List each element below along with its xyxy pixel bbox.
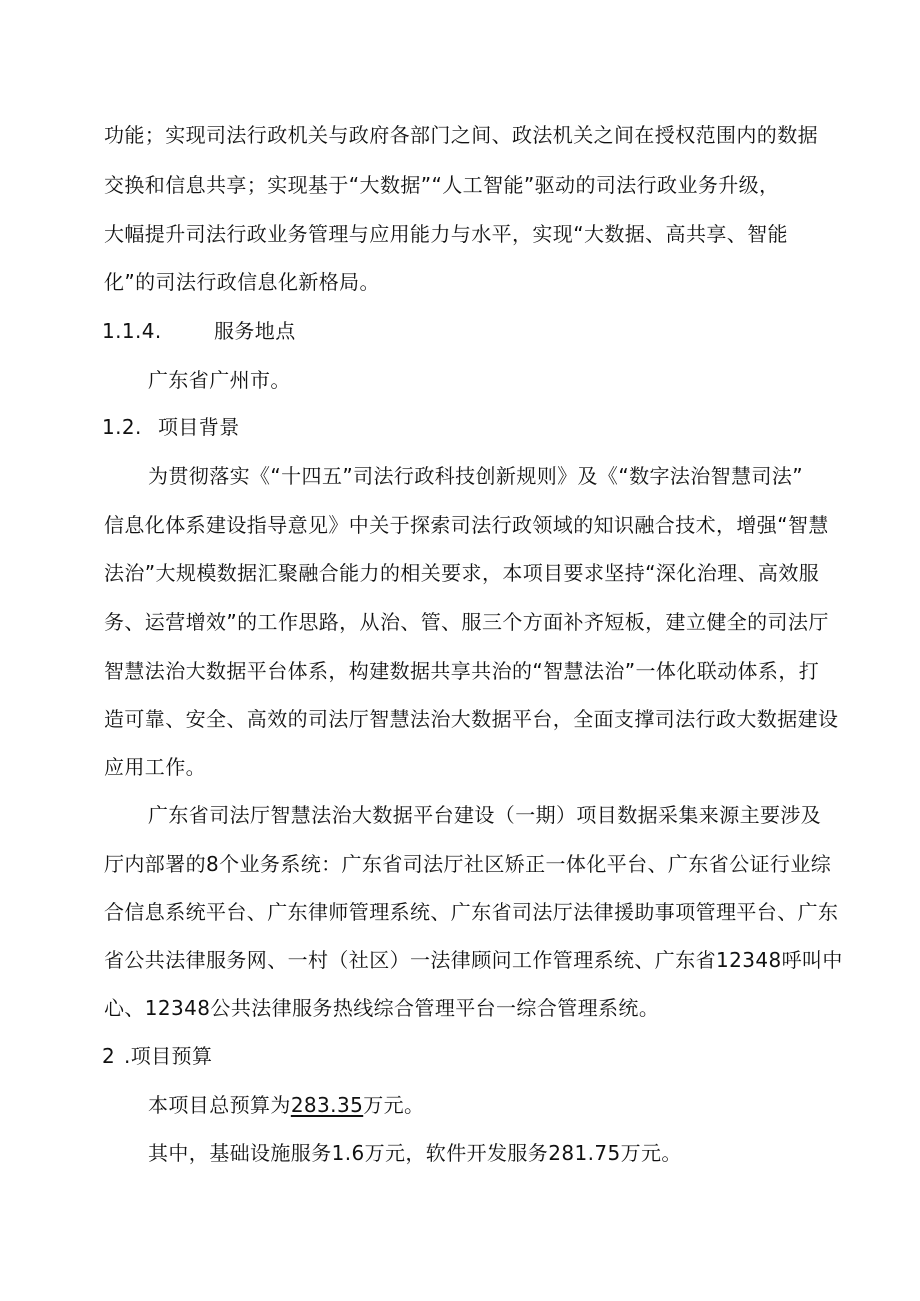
paragraph-line: 心、12348公共法律服务热线综合管理平台一综合管理系统。 — [104, 996, 660, 1020]
paragraph-line: 务、运营增效”的工作思路，从治、管、服三个方面补齐短板，建立健全的司法厅 — [104, 610, 829, 634]
section-heading-1-1-4 — [102, 317, 296, 345]
budget-total — [148, 1091, 424, 1119]
budget-total-suffix: 万元。 — [363, 1093, 425, 1117]
section-title: 服务地点 — [214, 319, 296, 343]
section-heading-2 — [102, 1042, 212, 1070]
paragraph-line: 厅内部署的8个业务系统：广东省司法厅社区矫正一体化平台、广东省公证行业综 — [104, 852, 832, 876]
section-title: .项目预算 — [124, 1044, 213, 1068]
paragraph-line: 交换和信息共享；实现基于“大数据”“人工智能”驱动的司法行政业务升级， — [104, 173, 780, 197]
section-number: 1.2. — [102, 415, 142, 439]
budget-total-prefix: 本项目总预算为 — [148, 1093, 291, 1117]
paragraph-line: 化”的司法行政信息化新格局。 — [104, 270, 380, 294]
budget-breakdown: 其中，基础设施服务1.6万元，软件开发服务281.75万元。 — [148, 1141, 682, 1165]
paragraph-line: 省公共法律服务网、一村（社区）一法律顾问工作管理系统、广东省12348呼叫中 — [104, 948, 843, 972]
section-heading-1-2 — [102, 413, 240, 441]
paragraph-line: 为贯彻落实《“十四五”司法行政科技创新规则》及《“数字法治智慧司法” — [148, 464, 804, 488]
section-number: 2 — [102, 1044, 116, 1068]
paragraph-line: 功能；实现司法行政机关与政府各部门之间、政法机关之间在授权范围内的数据 — [104, 123, 818, 147]
budget-total-value: 283.35 — [290, 1093, 364, 1117]
paragraph-line: 法治”大规模数据汇聚融合能力的相关要求，本项目要求坚持“深化治理、高效服 — [104, 561, 820, 585]
section-number: 1.1.4. — [102, 319, 162, 343]
paragraph-line: 广东省司法厅智慧法治大数据平台建设（一期）项目数据采集来源主要涉及 — [148, 803, 822, 827]
paragraph-line: 应用工作。 — [104, 755, 206, 779]
section-content: 广东省广州市。 — [148, 368, 291, 392]
paragraph-line: 大幅提升司法行政业务管理与应用能力与水平，实现“大数据、高共享、智能 — [104, 222, 788, 246]
paragraph-line: 信息化体系建设指导意见》中关于探索司法行政领域的知识融合技术，增强“智慧 — [104, 513, 829, 537]
paragraph-line: 智慧法治大数据平台体系，构建数据共享共治的“智慧法治”一体化联动体系，打 — [104, 659, 820, 683]
section-title: 项目背景 — [158, 415, 240, 439]
paragraph-line: 合信息系统平台、广东律师管理系统、广东省司法厅法律援助事项管理平台、广东 — [104, 900, 839, 924]
paragraph-line: 造可靠、安全、高效的司法厅智慧法治大数据平台，全面支撑司法行政大数据建设 — [104, 707, 839, 731]
